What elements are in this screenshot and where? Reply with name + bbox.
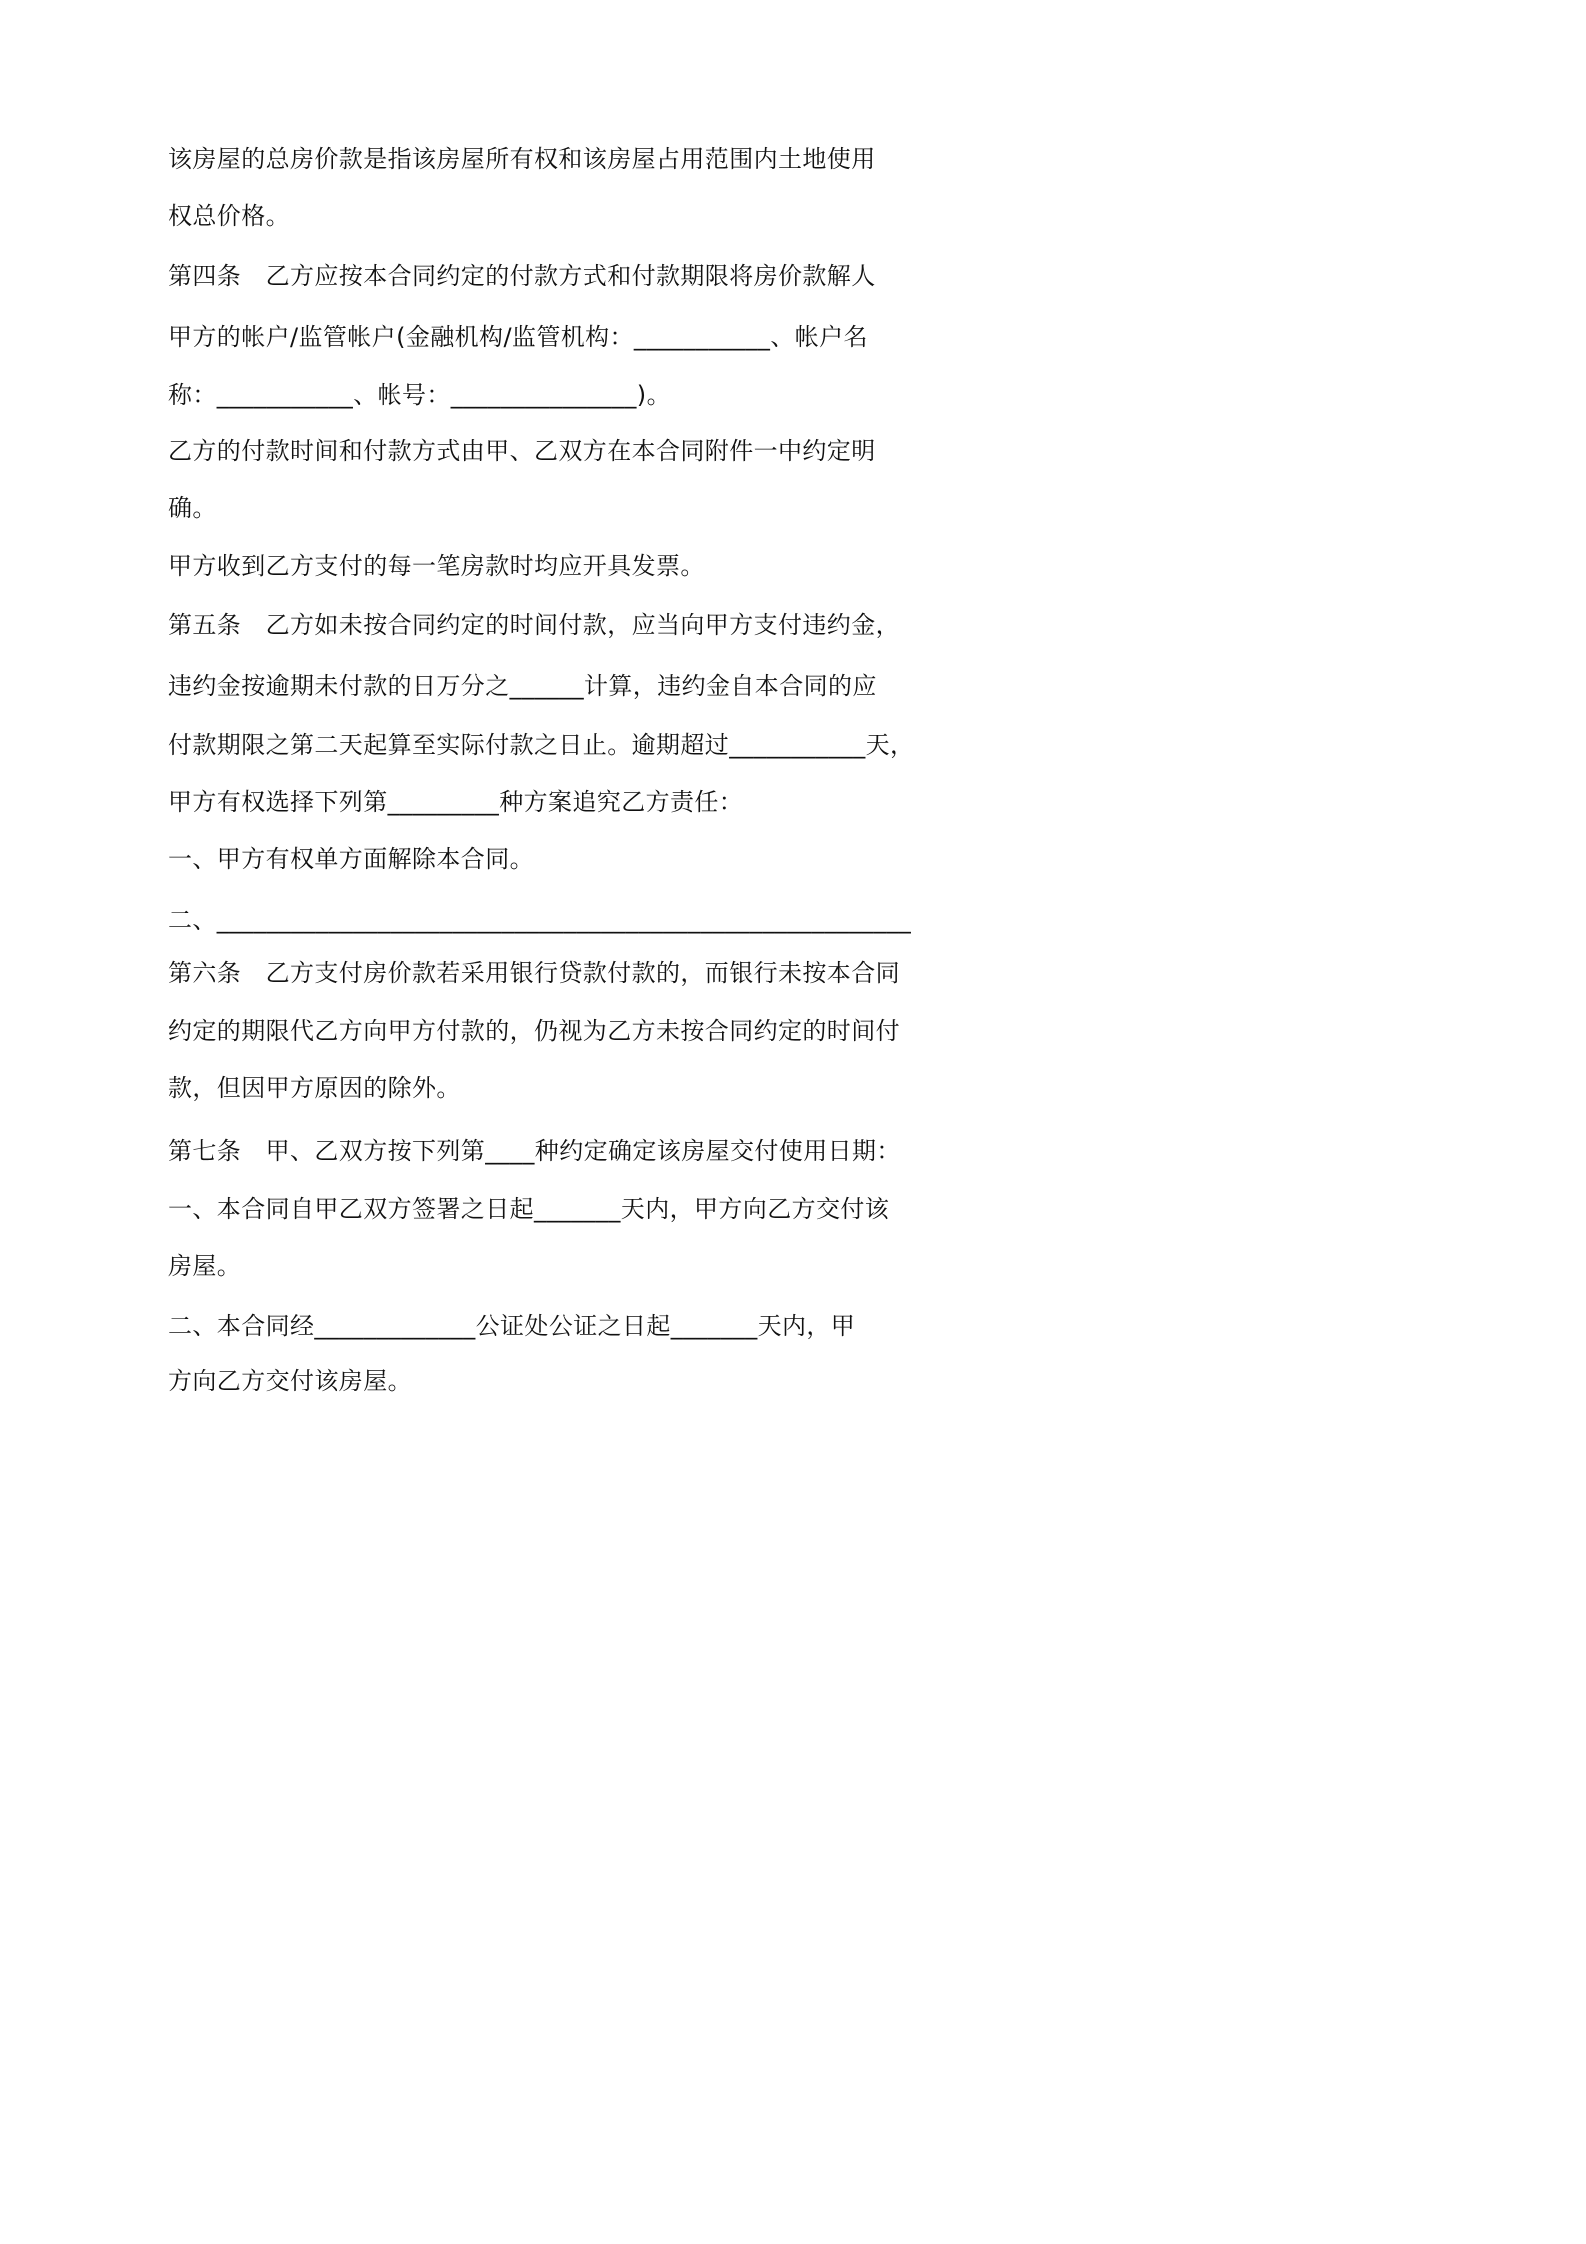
text-line-10: 违约金按逾期未付款的日万分之______计算，违约金自本合同的应 [168, 672, 877, 700]
text-line-8: 甲方收到乙方支付的每一笔房款时均应开具发票。 [168, 552, 705, 580]
document-page [0, 0, 1102, 1559]
text-line-13: 一、甲方有权单方面解除本合同。 [168, 845, 534, 873]
text-line-14: 二、________________________________________________________ [168, 906, 912, 934]
text-line-19: 一、本合同自甲乙双方签署之日起_______天内，甲方向乙方交付该 [168, 1195, 890, 1223]
text-line-1: 该房屋的总房价款是指该房屋所有权和该房屋占用范围内土地使用 [168, 145, 876, 173]
article-5-heading: 第五条 乙方如未按合同约定的时间付款，应当向甲方支付违约金， [168, 611, 900, 639]
text-line-6: 乙方的付款时间和付款方式由甲、乙双方在本合同附件一中约定明 [168, 437, 876, 465]
text-line-11: 付款期限之第二天起算至实际付款之日止。逾期超过___________天， [168, 731, 915, 759]
text-line-22: 方向乙方交付该房屋。 [168, 1367, 412, 1395]
text-line-17: 款，但因甲方原因的除外。 [168, 1074, 461, 1102]
article-6-heading: 第六条 乙方支付房价款若采用银行贷款付款的，而银行未按本合同 [168, 959, 900, 987]
article-7-heading: 第七条 甲、乙双方按下列第____种约定确定该房屋交付使用日期： [168, 1137, 901, 1165]
text-line-7: 确。 [168, 494, 217, 522]
text-line-21: 二、本合同经_____________公证处公证之日起_______天内，甲 [168, 1312, 856, 1340]
text-line-16: 约定的期限代乙方向甲方付款的，仍视为乙方未按合同约定的时间付 [168, 1017, 900, 1045]
text-line-12: 甲方有权选择下列第_________种方案追究乙方责任： [168, 788, 744, 816]
text-line-4: 甲方的帐户/监管帐户(金融机构/监管机构：___________、帐户名 [168, 323, 868, 351]
article-4-heading: 第四条 乙方应按本合同约定的付款方式和付款期限将房价款解人 [168, 262, 876, 290]
text-line-20: 房屋。 [168, 1252, 242, 1280]
text-line-2: 权总价格。 [168, 202, 290, 230]
text-line-5: 称：___________、帐号：_______________)。 [168, 381, 671, 409]
